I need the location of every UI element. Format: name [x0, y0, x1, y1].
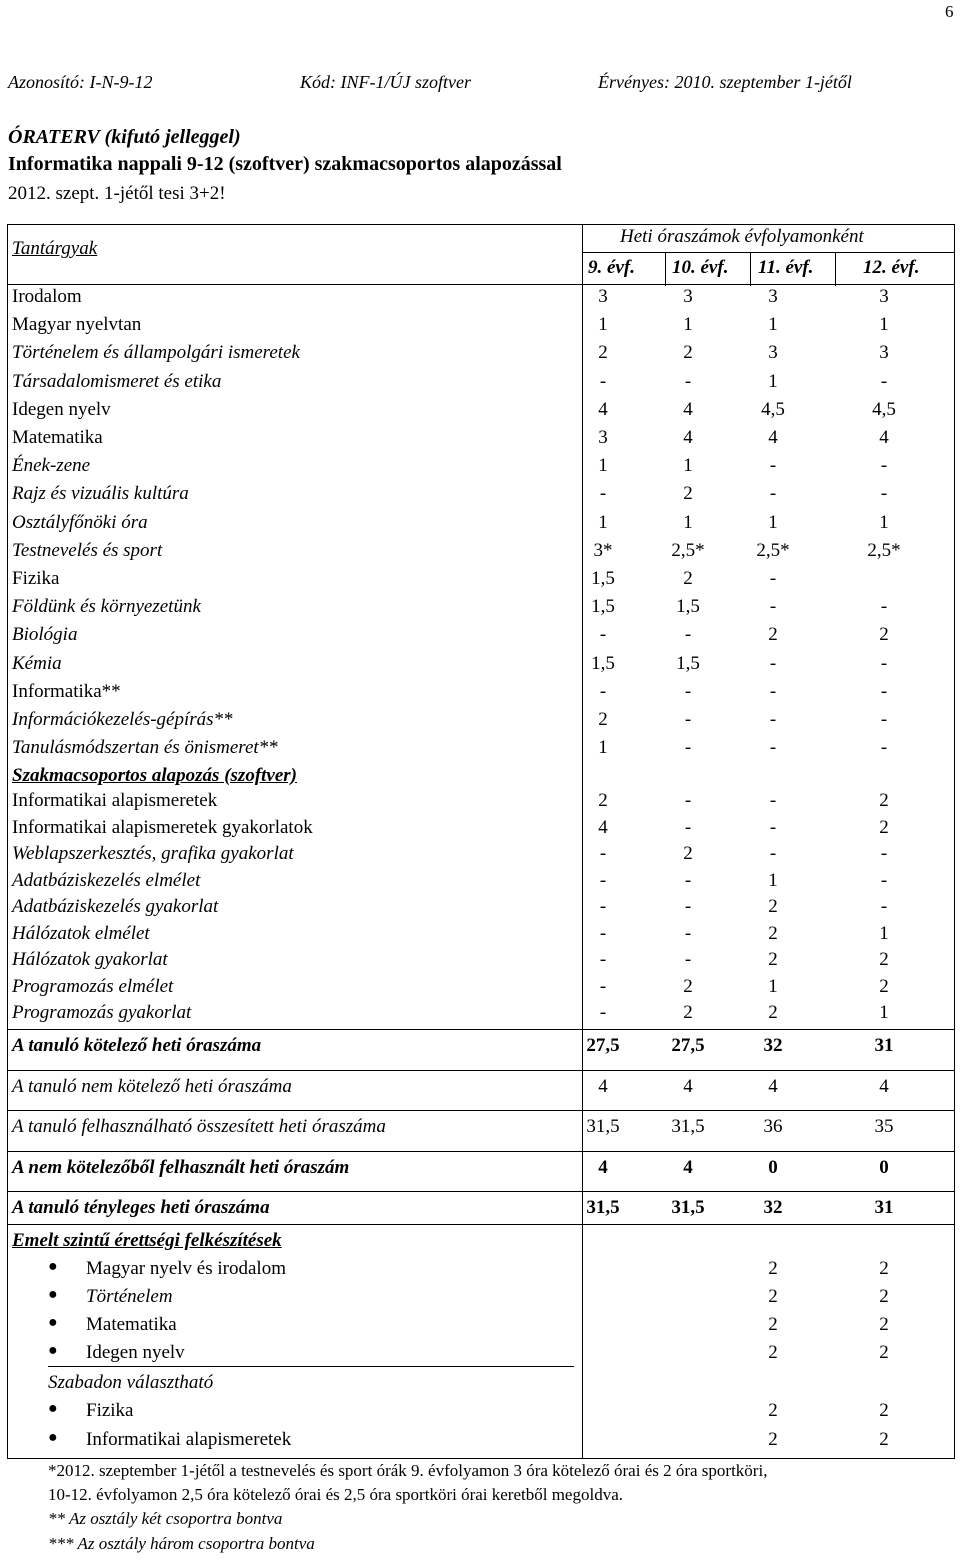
total-value: 31,5 — [671, 1116, 705, 1137]
subject-value: - — [769, 652, 777, 674]
subject-value: 4,5 — [761, 398, 785, 420]
subject-value: 1 — [768, 511, 778, 533]
subject-value: - — [684, 680, 692, 702]
szakma-row — [12, 923, 952, 949]
emelt-header: Emelt szintű érettségi felkészítések — [12, 1230, 282, 1251]
emelt-row — [12, 1286, 952, 1314]
page-number: 6 — [945, 2, 954, 21]
grade-12: 12. évf. — [863, 257, 920, 278]
subject-value: 4 — [683, 398, 693, 420]
szakma-value: - — [599, 949, 607, 970]
subject-row — [12, 512, 952, 538]
subject-value: - — [880, 596, 888, 618]
szakma-label: Adatbáziskezelés gyakorlat — [12, 896, 219, 917]
title-line-3: 2012. szept. 1-jétől tesi 3+2! — [8, 183, 226, 204]
szakma-value: 1 — [879, 922, 889, 944]
subject-value: - — [599, 370, 607, 392]
subject-value: 3 — [768, 286, 778, 307]
col-divider-2 — [665, 252, 666, 286]
subject-value: 1 — [598, 511, 608, 533]
szakma-row — [12, 817, 952, 843]
subject-value: - — [684, 370, 692, 392]
szakma-value: 2 — [879, 975, 889, 997]
szakma-value: 2 — [683, 975, 693, 997]
szakma-value: - — [769, 790, 777, 811]
szakma-value: 2 — [768, 922, 778, 944]
subject-label: Történelem és állampolgári ismeretek — [12, 342, 300, 364]
subject-value: - — [599, 624, 607, 646]
subject-value: 2 — [879, 624, 889, 646]
szakma-value: 4 — [598, 816, 608, 838]
subject-value: - — [684, 624, 692, 646]
szakma-label: Informatikai alapismeretek gyakorlatok — [12, 816, 313, 838]
subject-value: 3 — [879, 286, 889, 307]
total-value: 31,5 — [586, 1197, 620, 1218]
subjects-header: Tantárgyak — [12, 238, 98, 259]
subject-row — [12, 596, 952, 622]
total-label: A tanuló nem kötelező heti óraszáma — [12, 1076, 292, 1097]
szakma-value: 2 — [768, 896, 778, 917]
emelt-value: 2 — [768, 1258, 778, 1279]
subject-value: 3* — [593, 539, 613, 561]
totals-divider — [7, 1191, 955, 1192]
szakma-row — [12, 1002, 952, 1028]
emelt-label: Magyar nyelv és irodalom — [86, 1258, 286, 1279]
szabad-label: Informatikai alapismeretek — [86, 1429, 292, 1450]
szakma-value: 2 — [683, 1002, 693, 1023]
bullet-icon: ● — [48, 1286, 58, 1303]
subject-value: - — [599, 680, 607, 702]
subject-value: 4 — [768, 427, 778, 448]
subject-value: 3 — [598, 286, 608, 307]
subject-label: Földünk és környezetünk — [12, 596, 201, 618]
szakma-value: - — [599, 975, 607, 997]
footnote-2: ** Az osztály két csoportra bontva — [48, 1509, 283, 1528]
subject-value: 1,5 — [676, 596, 700, 618]
szakma-label: Programozás gyakorlat — [12, 1002, 192, 1023]
subject-value: 4 — [879, 427, 889, 448]
subject-value: 3 — [768, 342, 778, 364]
szakma-value: 2 — [768, 949, 778, 970]
subject-value: - — [880, 709, 888, 730]
subject-label: Fizika — [12, 568, 60, 589]
subject-value: 4,5 — [872, 398, 896, 420]
subject-value: 1 — [598, 455, 608, 477]
total-row — [12, 1116, 952, 1142]
total-value: 32 — [763, 1197, 783, 1218]
subject-label: Magyar nyelvtan — [12, 314, 142, 336]
bullet-icon: ● — [48, 1342, 58, 1359]
subject-row — [12, 483, 952, 509]
emelt-value: 2 — [879, 1258, 889, 1279]
totals-divider — [7, 1110, 955, 1111]
subject-row — [12, 709, 952, 735]
emelt-divider — [48, 1366, 574, 1367]
subject-row — [12, 540, 952, 566]
szakma-row — [12, 790, 952, 816]
emelt-value: 2 — [879, 1342, 889, 1363]
total-value: 27,5 — [586, 1035, 620, 1056]
szakma-value: - — [599, 843, 607, 864]
total-value: 0 — [768, 1157, 778, 1178]
subject-value: 2 — [768, 624, 778, 646]
doc-code: Kód: INF-1/ÚJ szoftver — [300, 72, 471, 92]
subject-label: Kémia — [12, 652, 62, 674]
subject-value: 4 — [683, 427, 693, 448]
subject-value: - — [880, 455, 888, 477]
footnote-1a: *2012. szeptember 1-jétől a testnevelés és sport órák 9. évfolyamon 3 óra kötelező órai és 2 óra sportköri, — [48, 1461, 768, 1480]
emelt-top-divider — [7, 1224, 955, 1225]
total-value: 31,5 — [586, 1116, 620, 1137]
subject-value: 2,5* — [867, 539, 901, 561]
subject-label: Testnevelés és sport — [12, 539, 163, 561]
szabad-row — [12, 1429, 952, 1457]
subject-value: - — [769, 737, 777, 759]
szakma-value: - — [599, 1002, 607, 1023]
total-value: 35 — [874, 1116, 894, 1137]
subject-value: 1 — [683, 314, 693, 336]
szakma-label: Weblapszerkesztés, grafika gyakorlat — [12, 843, 294, 864]
szakma-value: - — [880, 843, 888, 864]
total-value: 4 — [768, 1076, 778, 1097]
subject-row — [12, 342, 952, 368]
total-value: 4 — [598, 1076, 608, 1097]
total-value: 4 — [598, 1157, 608, 1178]
subject-label: Osztályfőnöki óra — [12, 511, 148, 533]
szakma-value: - — [684, 869, 692, 891]
subject-row — [12, 737, 952, 763]
szakma-label: Hálózatok elmélet — [12, 922, 150, 944]
subject-value: 2 — [683, 568, 693, 589]
total-value: 32 — [763, 1035, 783, 1056]
grade-10: 10. évf. — [672, 257, 729, 278]
subject-value: 1 — [768, 370, 778, 392]
subject-label: Információkezelés-gépírás** — [12, 709, 233, 730]
szabad-value: 2 — [768, 1429, 778, 1450]
subject-value: - — [684, 737, 692, 759]
subject-value: - — [684, 709, 692, 730]
subject-value: - — [880, 652, 888, 674]
subject-row — [12, 653, 952, 679]
subject-row — [12, 371, 952, 397]
subject-value: - — [769, 568, 777, 589]
subject-label: Biológia — [12, 624, 78, 646]
subject-row — [12, 427, 952, 453]
szakma-label: Programozás elmélet — [12, 975, 174, 997]
subject-label: Ének-zene — [12, 455, 91, 477]
emelt-value: 2 — [768, 1342, 778, 1363]
szakma-row — [12, 949, 952, 975]
emelt-value: 2 — [879, 1314, 889, 1335]
emelt-value: 2 — [768, 1314, 778, 1335]
subject-value: - — [880, 483, 888, 505]
subject-value: - — [769, 483, 777, 505]
szakma-value: - — [769, 843, 777, 864]
szakma-label: Hálózatok gyakorlat — [12, 949, 168, 970]
subject-value: 1,5 — [591, 568, 615, 589]
szakma-value: - — [599, 922, 607, 944]
subject-value: 2 — [683, 342, 693, 364]
total-label: A tanuló felhasználható összesített heti óraszáma — [12, 1116, 386, 1137]
subject-value: 1 — [683, 455, 693, 477]
bullet-icon: ● — [48, 1400, 58, 1417]
totals-divider — [7, 1151, 955, 1152]
title-line-1: ÓRATERV (kifutó jelleggel) — [8, 126, 241, 148]
emelt-row — [12, 1314, 952, 1342]
total-label: A nem kötelezőből felhasznált heti óraszám — [12, 1157, 350, 1178]
subject-value: 2 — [598, 342, 608, 364]
totals-divider — [7, 1029, 955, 1030]
subject-label: Matematika — [12, 427, 103, 448]
szakma-row — [12, 843, 952, 869]
subject-value: 2,5* — [671, 539, 705, 561]
total-row — [12, 1076, 952, 1102]
totals-divider — [7, 1070, 955, 1071]
doc-valid: Érvényes: 2010. szeptember 1-jétől — [598, 72, 852, 92]
subject-value: 3 — [879, 342, 889, 364]
subject-value: - — [880, 737, 888, 759]
total-value: 0 — [879, 1157, 889, 1178]
subject-value: 1 — [879, 511, 889, 533]
col-divider-3 — [750, 252, 751, 286]
szakma-value: - — [684, 922, 692, 944]
szakma-value: 1 — [879, 1002, 889, 1023]
szakma-value: - — [684, 949, 692, 970]
szakma-value: 1 — [768, 975, 778, 997]
subject-value: 1 — [598, 314, 608, 336]
col-divider-4 — [835, 252, 836, 286]
szakma-header: Szakmacsoportos alapozás (szoftver) — [12, 765, 298, 786]
szakma-value: - — [599, 896, 607, 917]
subject-value: 2,5* — [756, 539, 790, 561]
total-value: 27,5 — [671, 1035, 705, 1056]
total-value: 31 — [874, 1035, 894, 1056]
szabad-label: Fizika — [86, 1400, 134, 1421]
subject-value: - — [769, 455, 777, 477]
subject-value: 2 — [683, 483, 693, 505]
total-row — [12, 1197, 952, 1223]
grade-11: 11. évf. — [758, 257, 814, 278]
emelt-label: Matematika — [86, 1314, 177, 1335]
subject-value: 3 — [683, 286, 693, 307]
subject-row — [12, 681, 952, 707]
szabad-value: 2 — [768, 1400, 778, 1421]
szakma-value: 2 — [879, 816, 889, 838]
total-value: 4 — [879, 1076, 889, 1097]
subject-value: 1 — [879, 314, 889, 336]
emelt-row — [12, 1258, 952, 1286]
szabad-header: Szabadon választható — [48, 1372, 214, 1393]
szakma-value: 2 — [683, 843, 693, 864]
emelt-value: 2 — [879, 1286, 889, 1307]
subject-row — [12, 314, 952, 340]
subject-value: 1,5 — [591, 596, 615, 618]
subject-value: - — [769, 709, 777, 730]
szakma-value: 2 — [598, 790, 608, 811]
subject-value: 1 — [683, 511, 693, 533]
bullet-icon: ● — [48, 1258, 58, 1275]
szakma-value: 1 — [768, 869, 778, 891]
total-label: A tanuló tényleges heti óraszáma — [12, 1197, 270, 1218]
subject-value: 3 — [598, 427, 608, 448]
szakma-value: - — [880, 896, 888, 917]
szakma-value: - — [599, 869, 607, 891]
subject-value: 1,5 — [676, 652, 700, 674]
bullet-icon: ● — [48, 1314, 58, 1331]
header-divider — [582, 252, 955, 253]
subject-label: Idegen nyelv — [12, 398, 111, 420]
footnote-3: *** Az osztály három csoportra bontva — [48, 1534, 315, 1553]
subject-row — [12, 624, 952, 650]
total-value: 31 — [874, 1197, 894, 1218]
subject-value: - — [599, 483, 607, 505]
total-value: 31,5 — [671, 1197, 705, 1218]
szabad-row — [12, 1400, 952, 1428]
szakma-label: Adatbáziskezelés elmélet — [12, 869, 201, 891]
total-row — [12, 1157, 952, 1183]
subject-value: - — [769, 680, 777, 702]
subject-value: 1,5 — [591, 652, 615, 674]
subject-value: 1 — [768, 314, 778, 336]
subject-value: 1 — [598, 737, 608, 759]
subject-label: Informatika** — [12, 680, 121, 702]
total-label: A tanuló kötelező heti óraszáma — [12, 1035, 262, 1056]
szakma-row — [12, 870, 952, 896]
doc-id: Azonosító: I-N-9-12 — [8, 72, 153, 92]
subject-row — [12, 568, 952, 594]
szakma-value: - — [684, 896, 692, 917]
szabad-value: 2 — [879, 1400, 889, 1421]
subject-row — [12, 286, 952, 312]
szakma-value: 2 — [879, 790, 889, 811]
szakma-value: - — [880, 869, 888, 891]
szakma-row — [12, 976, 952, 1002]
subject-label: Irodalom — [12, 286, 82, 307]
subject-label: Rajz és vizuális kultúra — [12, 483, 189, 505]
emelt-value: 2 — [768, 1286, 778, 1307]
header-bottom — [7, 284, 955, 285]
title-line-2: Informatika nappali 9-12 (szoftver) szakmacsoportos alapozással — [8, 153, 562, 175]
grade-9: 9. évf. — [588, 257, 635, 278]
total-value: 36 — [763, 1116, 783, 1137]
subject-value: 4 — [598, 398, 608, 420]
subject-value: - — [769, 596, 777, 618]
footnote-1b: 10-12. évfolyamon 2,5 óra kötelező órai és 2,5 óra sportköri órai keretből megoldva. — [48, 1485, 623, 1504]
szakma-value: - — [769, 816, 777, 838]
szabad-value: 2 — [879, 1429, 889, 1450]
szakma-label: Informatikai alapismeretek — [12, 790, 218, 811]
subject-value: - — [880, 680, 888, 702]
emelt-label: Idegen nyelv — [86, 1342, 185, 1363]
subject-label: Tanulásmódszertan és önismeret** — [12, 737, 278, 759]
total-value: 4 — [683, 1076, 693, 1097]
emelt-label: Történelem — [86, 1286, 173, 1307]
subject-value: - — [880, 370, 888, 392]
szakma-row — [12, 896, 952, 922]
subject-label: Társadalomismeret és etika — [12, 370, 222, 392]
szakma-value: 2 — [768, 1002, 778, 1023]
szakma-value: 2 — [879, 949, 889, 970]
total-value: 4 — [683, 1157, 693, 1178]
szakma-value: - — [684, 790, 692, 811]
bullet-icon: ● — [48, 1429, 58, 1446]
total-row — [12, 1035, 952, 1061]
subject-row — [12, 455, 952, 481]
hours-header: Heti óraszámok évfolyamonként — [620, 226, 864, 247]
subject-row — [12, 399, 952, 425]
subject-value: 2 — [598, 709, 608, 730]
szakma-value: - — [684, 816, 692, 838]
